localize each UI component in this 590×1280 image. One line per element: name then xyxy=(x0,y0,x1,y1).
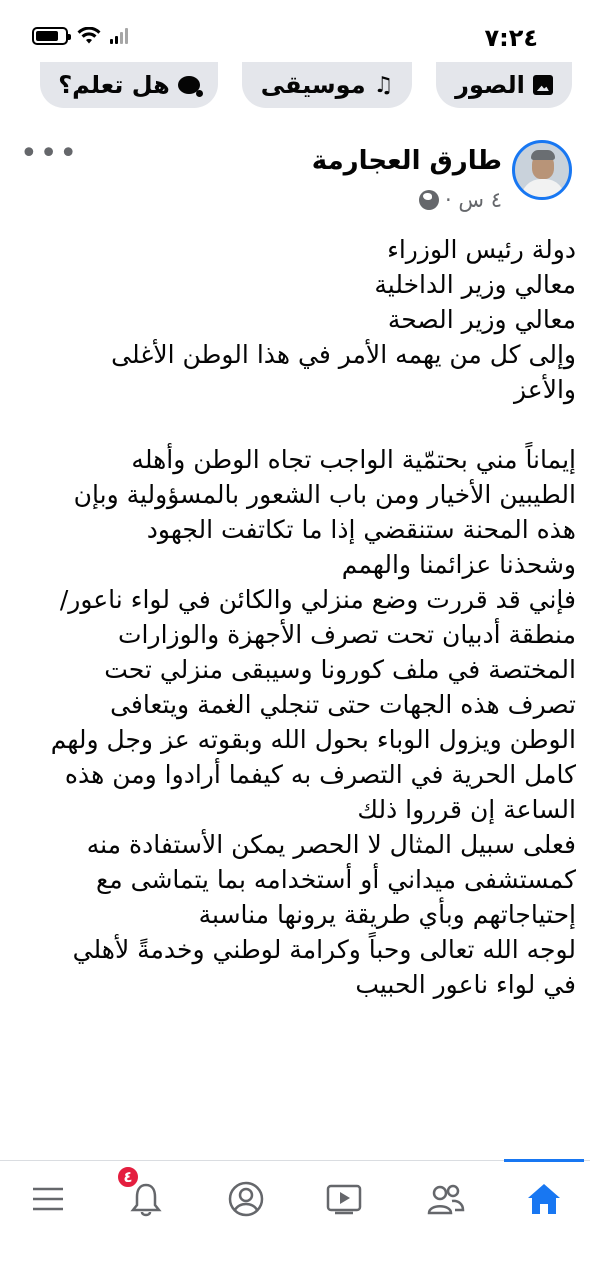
post-header xyxy=(0,136,590,226)
music-note-icon: ♫ xyxy=(373,72,394,98)
chip-did-you-know[interactable] xyxy=(40,62,218,108)
tab-friends[interactable] xyxy=(422,1175,470,1223)
cellular-signal-icon xyxy=(110,28,128,44)
post-text-line: معالي وزير الصحة xyxy=(387,305,576,334)
post-text-line: وإلى كل من يهمه الأمر في هذا الوطن الأغلى xyxy=(111,340,576,369)
post-text-line: الوطن ويزول الوباء بحول الله وبقوته عز وجل ولهم xyxy=(50,725,576,754)
post-text-line: إحتياجاتهم وبأي طريقة يرونها مناسبة xyxy=(198,900,576,929)
status-icons xyxy=(32,27,128,45)
post-text-line: تصرف هذه الجهات حتى تنجلي الغمة ويتعافى xyxy=(110,690,576,719)
speech-bubble-icon xyxy=(178,76,200,94)
post-text-line: في لواء ناعور الحبيب xyxy=(355,970,576,999)
post-text-line: المختصة في ملف كورونا وسيبقى منزلي تحت xyxy=(104,655,576,684)
menu-icon xyxy=(31,1185,65,1213)
tab-home[interactable] xyxy=(520,1175,568,1223)
post-text-line: كامل الحرية في التصرف به كيفما أرادوا ومن هذه xyxy=(64,760,576,789)
chip-photos-label: الصور xyxy=(455,71,525,99)
post-text-line: منطقة أدبيان تحت تصرف الأجهزة والوزارات xyxy=(118,620,576,649)
status-time: ٧:٢٤ xyxy=(484,24,538,52)
wifi-icon xyxy=(77,27,101,45)
notification-badge: ٤ xyxy=(116,1165,140,1189)
photos-icon xyxy=(533,75,553,95)
profile-icon xyxy=(227,1180,265,1218)
more-options-button[interactable]: ••• xyxy=(20,136,80,171)
tab-notifications[interactable] xyxy=(122,1168,170,1223)
post-text xyxy=(18,232,576,1002)
post-text-line: كمستشفى ميداني أو أستخدامه بما يتماشى مع xyxy=(95,865,576,894)
bottom-nav xyxy=(0,1160,590,1232)
post-text-line: هذه المحنة ستنقضي إذا ما تكاتفت الجهود xyxy=(146,515,576,544)
tab-menu[interactable] xyxy=(24,1175,72,1223)
chip-music[interactable] xyxy=(242,62,412,108)
home-icon xyxy=(526,1182,562,1216)
post-author-name[interactable]: طارق العجارمة xyxy=(311,146,502,176)
tab-profile[interactable] xyxy=(222,1175,270,1223)
category-chips xyxy=(0,62,590,108)
battery-icon xyxy=(32,27,68,45)
post-text-line: والأعز xyxy=(514,375,576,404)
post-text-line: الساعة إن قرروا ذلك xyxy=(357,795,576,824)
post-meta xyxy=(419,188,502,212)
post-text-line: إيماناً مني بحتمّية الواجب تجاه الوطن وأهله xyxy=(131,445,576,474)
post-text-line: فإني قد قررت وضع منزلي والكائن في لواء ناعور/ xyxy=(59,585,576,614)
watch-video-icon xyxy=(325,1183,363,1215)
post-time: ٤ س · xyxy=(445,188,502,212)
post-text-line: معالي وزير الداخلية xyxy=(374,270,576,299)
chip-photos[interactable] xyxy=(436,62,572,108)
avatar[interactable] xyxy=(512,140,572,200)
globe-icon xyxy=(419,190,439,210)
post-text-blank-line xyxy=(18,407,576,442)
chip-music-label: موسيقى xyxy=(260,71,366,99)
friends-icon xyxy=(426,1182,466,1216)
post-text-line: فعلى سبيل المثال لا الحصر يمكن الأستفادة منه xyxy=(86,830,576,859)
post-text-line: دولة رئيس الوزراء xyxy=(387,235,576,264)
post-text-line: لوجه الله تعالى وحباً وكرامة لوطني وخدمةً لأهلي xyxy=(72,935,576,964)
post-text-line: وشحذنا عزائمنا والهمم xyxy=(341,550,576,579)
tab-watch[interactable] xyxy=(320,1175,368,1223)
chip-did-you-know-label: هل تعلم؟ xyxy=(58,71,170,99)
active-tab-indicator xyxy=(504,1159,584,1162)
post-text-line: الطيبين الأخيار ومن باب الشعور بالمسؤولية وبإن xyxy=(73,480,576,509)
